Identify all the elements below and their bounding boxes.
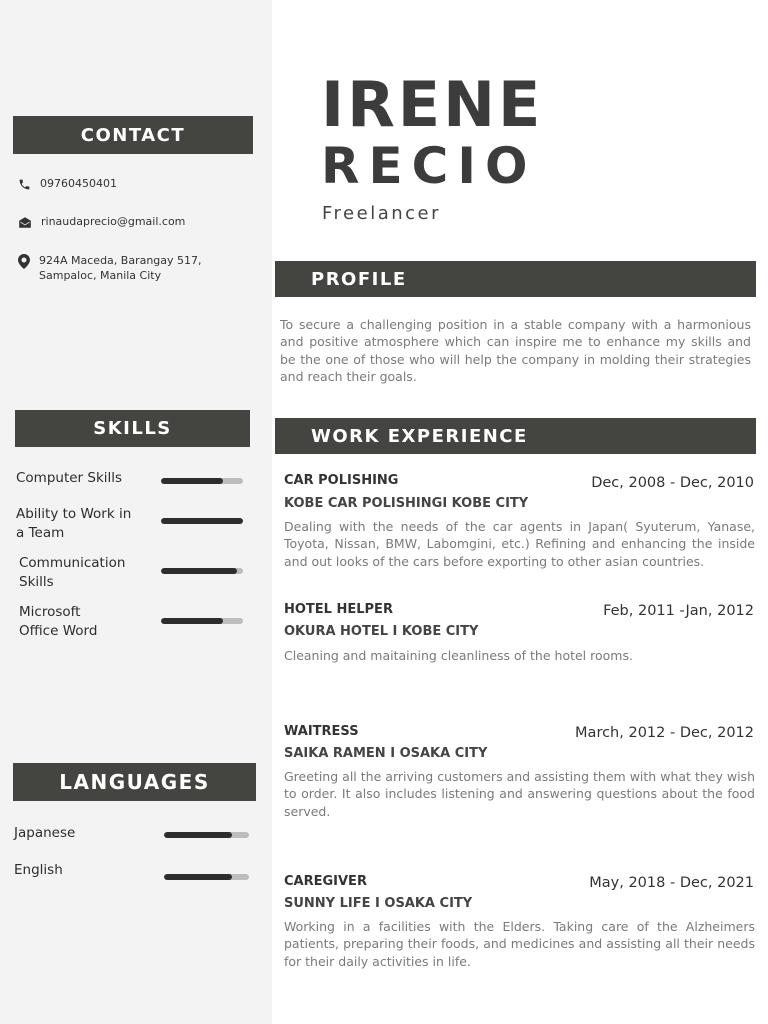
job-role: Freelancer [322, 203, 442, 224]
skill-label-office [19, 603, 97, 641]
job-description: Cleaning and maitaining cleanliness of the hotel rooms. [284, 648, 633, 663]
skill-bar-fill [161, 518, 243, 524]
skill-label-communication [19, 554, 125, 592]
job-date: May, 2018 - Dec, 2021 [589, 875, 754, 891]
last-name: RECIO [321, 137, 537, 195]
language-label-english: English [14, 862, 63, 878]
skill-bar-communication [161, 568, 243, 574]
work-experience-title: WORK EXPERIENCE [311, 425, 528, 447]
job-description: Dealing with the needs of the car agents in Japan( Syuterum, Yanase, Toyota, Nissan, BMW, Labomgini, etc.) Refining and enhancing the inside and out looks of the cars before exporting to other asian countries. [284, 519, 755, 569]
email-text: rinaudaprecio@gmail.com [41, 215, 186, 228]
skills-title: SKILLS [93, 418, 172, 439]
languages-title: LANGUAGES [59, 770, 210, 794]
job-description: Working in a facilities with the Elders. Taking care of the Alzheimers patients, preparing their foods, and medicines and assisting all their needs for their daily activities in life. [284, 919, 755, 969]
skill-label-computer [16, 469, 122, 488]
language-bar-japanese [164, 832, 249, 838]
profile-title: PROFILE [311, 268, 407, 290]
location-pin-icon [18, 254, 30, 269]
envelope-icon [18, 216, 32, 229]
language-label-japanese: Japanese [14, 825, 76, 841]
language-bar-fill [164, 832, 232, 838]
profile-text: To secure a challenging position in a stable company with a harmonious and positive atmosphere which can inspire me to enhance my skills and be the one of those who will help the company in molding their strategies and reach their goals. [280, 317, 751, 384]
skill-label-line: Skills [19, 574, 54, 590]
skills-banner [15, 410, 250, 447]
skill-bar-fill [161, 618, 223, 624]
work-experience-banner [275, 418, 756, 454]
job-date: Feb, 2011 -Jan, 2012 [603, 603, 754, 619]
job-title: WAITRESS [284, 724, 359, 739]
phone-text: 09760450401 [40, 177, 117, 190]
skill-label-line: Computer Skills [16, 470, 123, 486]
skill-label-line: Ability to Work in [16, 506, 132, 522]
skill-label-line: Office Word [19, 623, 98, 639]
job-date: Dec, 2008 - Dec, 2010 [591, 475, 754, 491]
contact-address [18, 253, 202, 283]
skill-bar-computer [161, 478, 243, 484]
job-description: Greeting all the arriving customers and assisting them with what they wish to order. It also includes listening and answering questions about the food served. [284, 769, 755, 819]
job-date: March, 2012 - Dec, 2012 [575, 725, 754, 741]
address-line-2: Sampaloc, Manila City [39, 269, 162, 282]
job-company: SAIKA RAMEN I OSAKA CITY [284, 746, 488, 761]
skill-bar-fill [161, 568, 237, 574]
first-name: IRENE [321, 68, 544, 141]
skill-label-line: Microsoft [19, 604, 81, 620]
skill-label-line: a Team [16, 525, 65, 541]
language-bar-english [164, 874, 249, 880]
job-company: OKURA HOTEL I KOBE CITY [284, 624, 479, 639]
contact-phone [18, 177, 117, 191]
language-bar-fill [164, 874, 232, 880]
skill-bar-teamwork [161, 518, 243, 524]
skill-label-teamwork [16, 505, 131, 543]
contact-email [18, 215, 185, 229]
contact-banner [13, 116, 253, 154]
languages-banner [13, 763, 256, 801]
skill-label-line: Communication [19, 555, 126, 571]
address-line-1: 924A Maceda, Barangay 517, [39, 254, 202, 267]
profile-banner [275, 261, 756, 297]
job-title: HOTEL HELPER [284, 602, 393, 617]
job-title: CAREGIVER [284, 874, 367, 889]
contact-title: CONTACT [80, 124, 186, 146]
skill-bar-fill [161, 478, 223, 484]
skill-bar-office [161, 618, 243, 624]
job-title: CAR POLISHING [284, 473, 399, 488]
job-company: SUNNY LIFE I OSAKA CITY [284, 896, 473, 911]
job-company: KOBE CAR POLISHINGI KOBE CITY [284, 496, 529, 511]
phone-icon [18, 178, 31, 191]
